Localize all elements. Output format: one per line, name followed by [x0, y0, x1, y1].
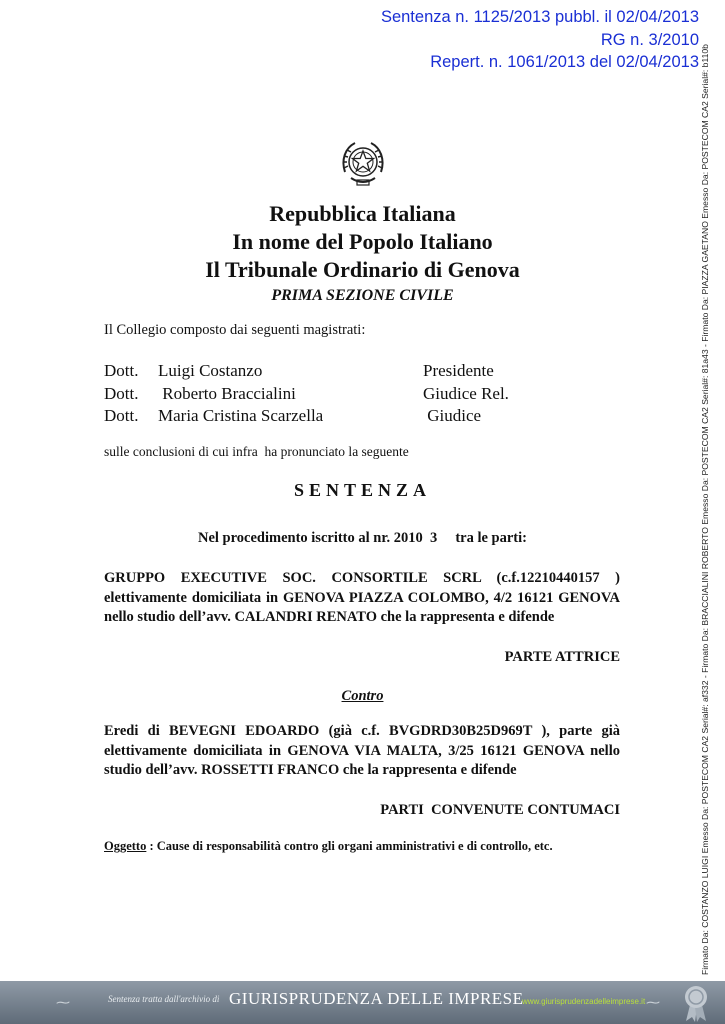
sentenza-heading: SENTENZA — [293, 480, 432, 500]
digital-signature-strip: Firmato Da: COSTANZO LUIGI Emesso Da: POSTECOM CA2 Serial#: af332 - Firmato Da: BRACCIALINI ROBERTO Emesso Da: POSTECOM CA2 Serial#: 81a43 - Firmato Da: PIAZZA GAETANO Emesso Da: POSTECOM CA2 Serial#: b110b — [700, 44, 710, 975]
judges-list — [104, 360, 509, 428]
section-title: PRIMA SEZIONE CIVILE — [271, 287, 454, 304]
judge-title: Dott. — [104, 361, 139, 380]
defendant-role: PARTI CONVENUTE CONTUMACI — [380, 802, 620, 818]
italian-republic-emblem-icon — [339, 138, 387, 190]
contro-heading: Contro — [341, 688, 384, 704]
judge-row — [104, 360, 509, 383]
ornament-icon: ⁓ — [646, 996, 660, 1011]
court-title-block — [0, 200, 725, 307]
people-title: In nome del Popolo Italiano — [232, 229, 493, 254]
judge-row — [104, 405, 509, 428]
judge-title: Dott. — [104, 406, 139, 425]
oggetto-label: Oggetto — [104, 839, 147, 853]
tribunal-title: Il Tribunale Ordinario di Genova — [205, 257, 520, 282]
repertorio-number: Repert. n. 1061/2013 del 02/04/2013 — [430, 53, 699, 71]
rg-number: RG n. 3/2010 — [600, 30, 699, 49]
archive-brand: GIURISPRUDENZA DELLE IMPRESE — [229, 989, 524, 1008]
judge-name: Luigi Costanzo — [158, 361, 263, 380]
judge-role: Giudice Rel. — [423, 383, 509, 403]
judge-title: Dott. — [104, 383, 139, 403]
republic-title: Repubblica Italiana — [269, 201, 456, 226]
plaintiff-party-text: GRUPPO EXECUTIVE SOC. CONSORTILE SCRL (c.f.12210440157 ) elettivamente domiciliata in GENOVA PIAZZA COLOMBO, 4/2 16121 GENOVA nello studio dell’avv. CALANDRI RENATO che la rappresenta e difende — [104, 570, 620, 625]
archive-url[interactable]: www.giurisprudenzadelleimprese.it — [522, 997, 646, 1006]
ribbon-seal-icon — [681, 983, 711, 1023]
judge-name: Roberto Braccialini — [158, 383, 296, 403]
procedimento-line: Nel procedimento iscritto al nr. 2010 3 tra le parti: — [197, 530, 527, 546]
conclusions-text: sulle conclusioni di cui infra ha pronunciato la seguente — [104, 444, 409, 459]
archive-footer-banner — [0, 981, 725, 1024]
judge-row — [104, 383, 509, 406]
defendant-party-text: Eredi di BEVEGNI EDOARDO (già c.f. BVGDRD30B25D969T ), parte già elettivamente domiciliata in GENOVA VIA MALTA, 3/25 16121 GENOVA nello studio dell’avv. ROSSETTI FRANCO che la rappresenta e difende — [104, 723, 620, 778]
archive-text: Sentenza tratta dall'archivio di — [108, 994, 220, 1004]
ornament-icon: ⁓ — [56, 996, 70, 1011]
judge-name: Maria Cristina Scarzella — [158, 406, 324, 425]
judge-role: Presidente — [423, 361, 494, 380]
judge-role: Giudice — [423, 406, 482, 425]
oggetto-paragraph — [104, 838, 620, 855]
plaintiff-role: PARTE ATTRICE — [504, 649, 620, 665]
document-reference-header — [381, 6, 699, 74]
collegio-intro: Il Collegio composto dai seguenti magistrati: — [104, 322, 366, 338]
sentenza-number: Sentenza n. 1125/2013 pubbl. il 02/04/2013 — [380, 8, 699, 26]
oggetto-text: : Cause di responsabilità contro gli organi amministrativi e di controllo, etc. — [146, 839, 553, 853]
